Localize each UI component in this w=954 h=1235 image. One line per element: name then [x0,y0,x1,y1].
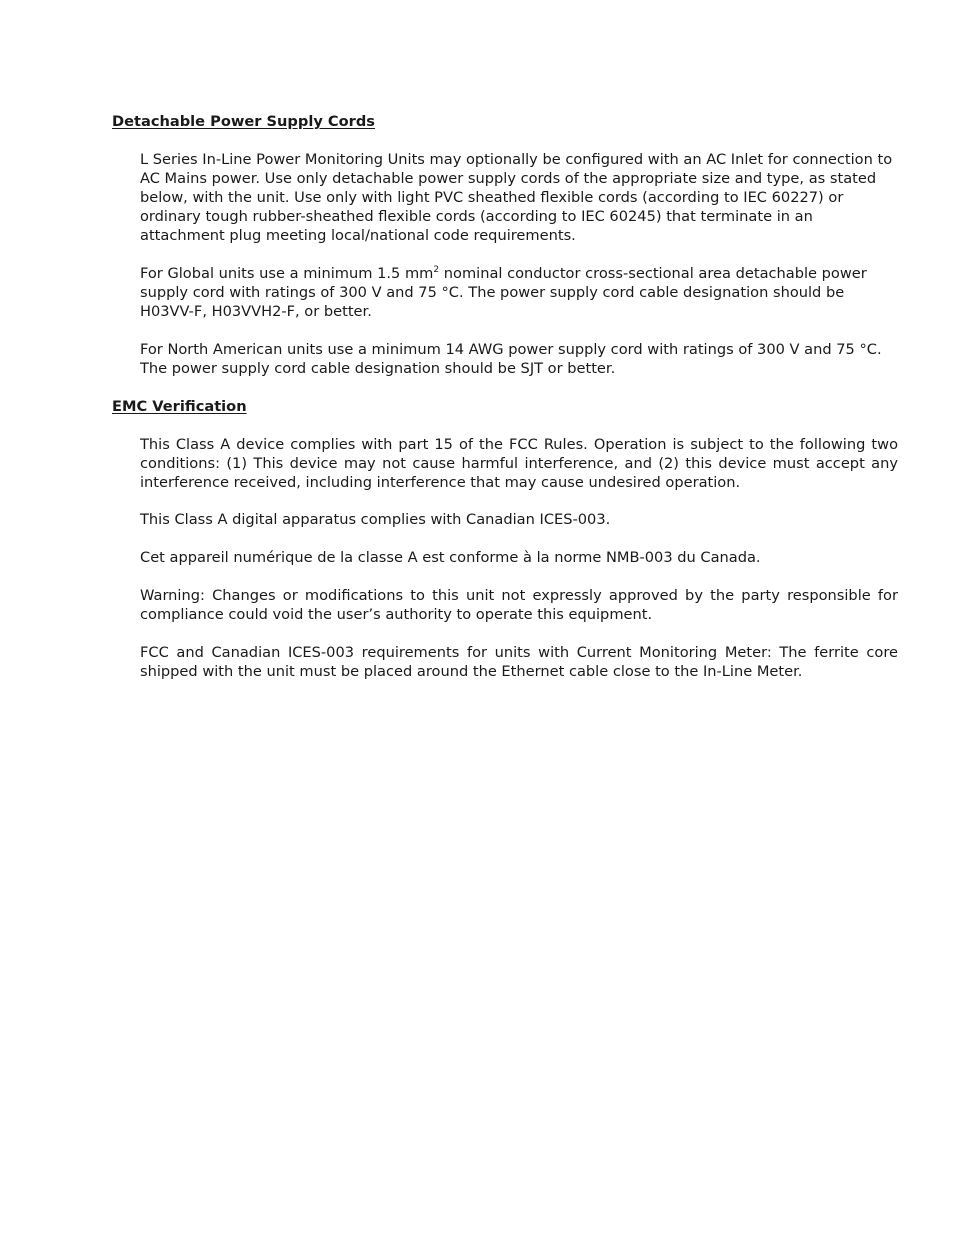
global-units-text-end: nominal conductor cross-sectional area detachable power supply cord with ratings of 300 V and 75 °C. The power supply cord cable designation should be H03VV-F, H03VVH2-F, or better. [140,265,867,320]
section-heading-emc-verification: EMC Verification [112,398,247,415]
paragraph-north-american-units: For North American units use a minimum 14 AWG power supply cord with ratings of 300 V and 75 °C. The power supply cord cable designation should be SJT or better. [140,341,882,377]
paragraph-global-units [140,264,898,321]
superscript-squared: 2 [433,265,440,276]
paragraph-warning-modifications: Warning: Changes or modifications to this unit not expressly approved by the party responsible for compliance could void the user’s authority to operate this equipment. [140,587,898,623]
section-heading-detachable-power-supply-cords: Detachable Power Supply Cords [112,113,375,130]
paragraph-ac-inlet-cords: L Series In-Line Power Monitoring Units may optionally be configured with an AC Inlet for connection to AC Mains power. Use only detachable power supply cords of the appropriate size and type, as stated below, with the unit. Use only with light PVC sheathed flexible cords (according to IEC 60227) or ordinary tough rubber-sheathed flexible cords (according to IEC 60245) that terminate in an attachment plug meeting local/national code requirements. [140,151,893,244]
paragraph-canadian-ices: This Class A digital apparatus complies with Canadian ICES-003. [140,511,611,528]
paragraph-nmb-003-french: Cet appareil numérique de la classe A est conforme à la norme NMB-003 du Canada. [140,549,761,566]
paragraph-fcc-class-a: This Class A device complies with part 15 of the FCC Rules. Operation is subject to the following two conditions: (1) This device may not cause harmful interference, and (2) this device must accept any interference received, including interference that may cause undesired operation. [140,436,898,491]
paragraph-ferrite-core: FCC and Canadian ICES-003 requirements for units with Current Monitoring Meter: The ferrite core shipped with the unit must be placed around the Ethernet cable close to the In-Line Meter. [140,644,898,680]
global-units-text-start: For Global units use a minimum 1.5 mm [140,265,434,282]
